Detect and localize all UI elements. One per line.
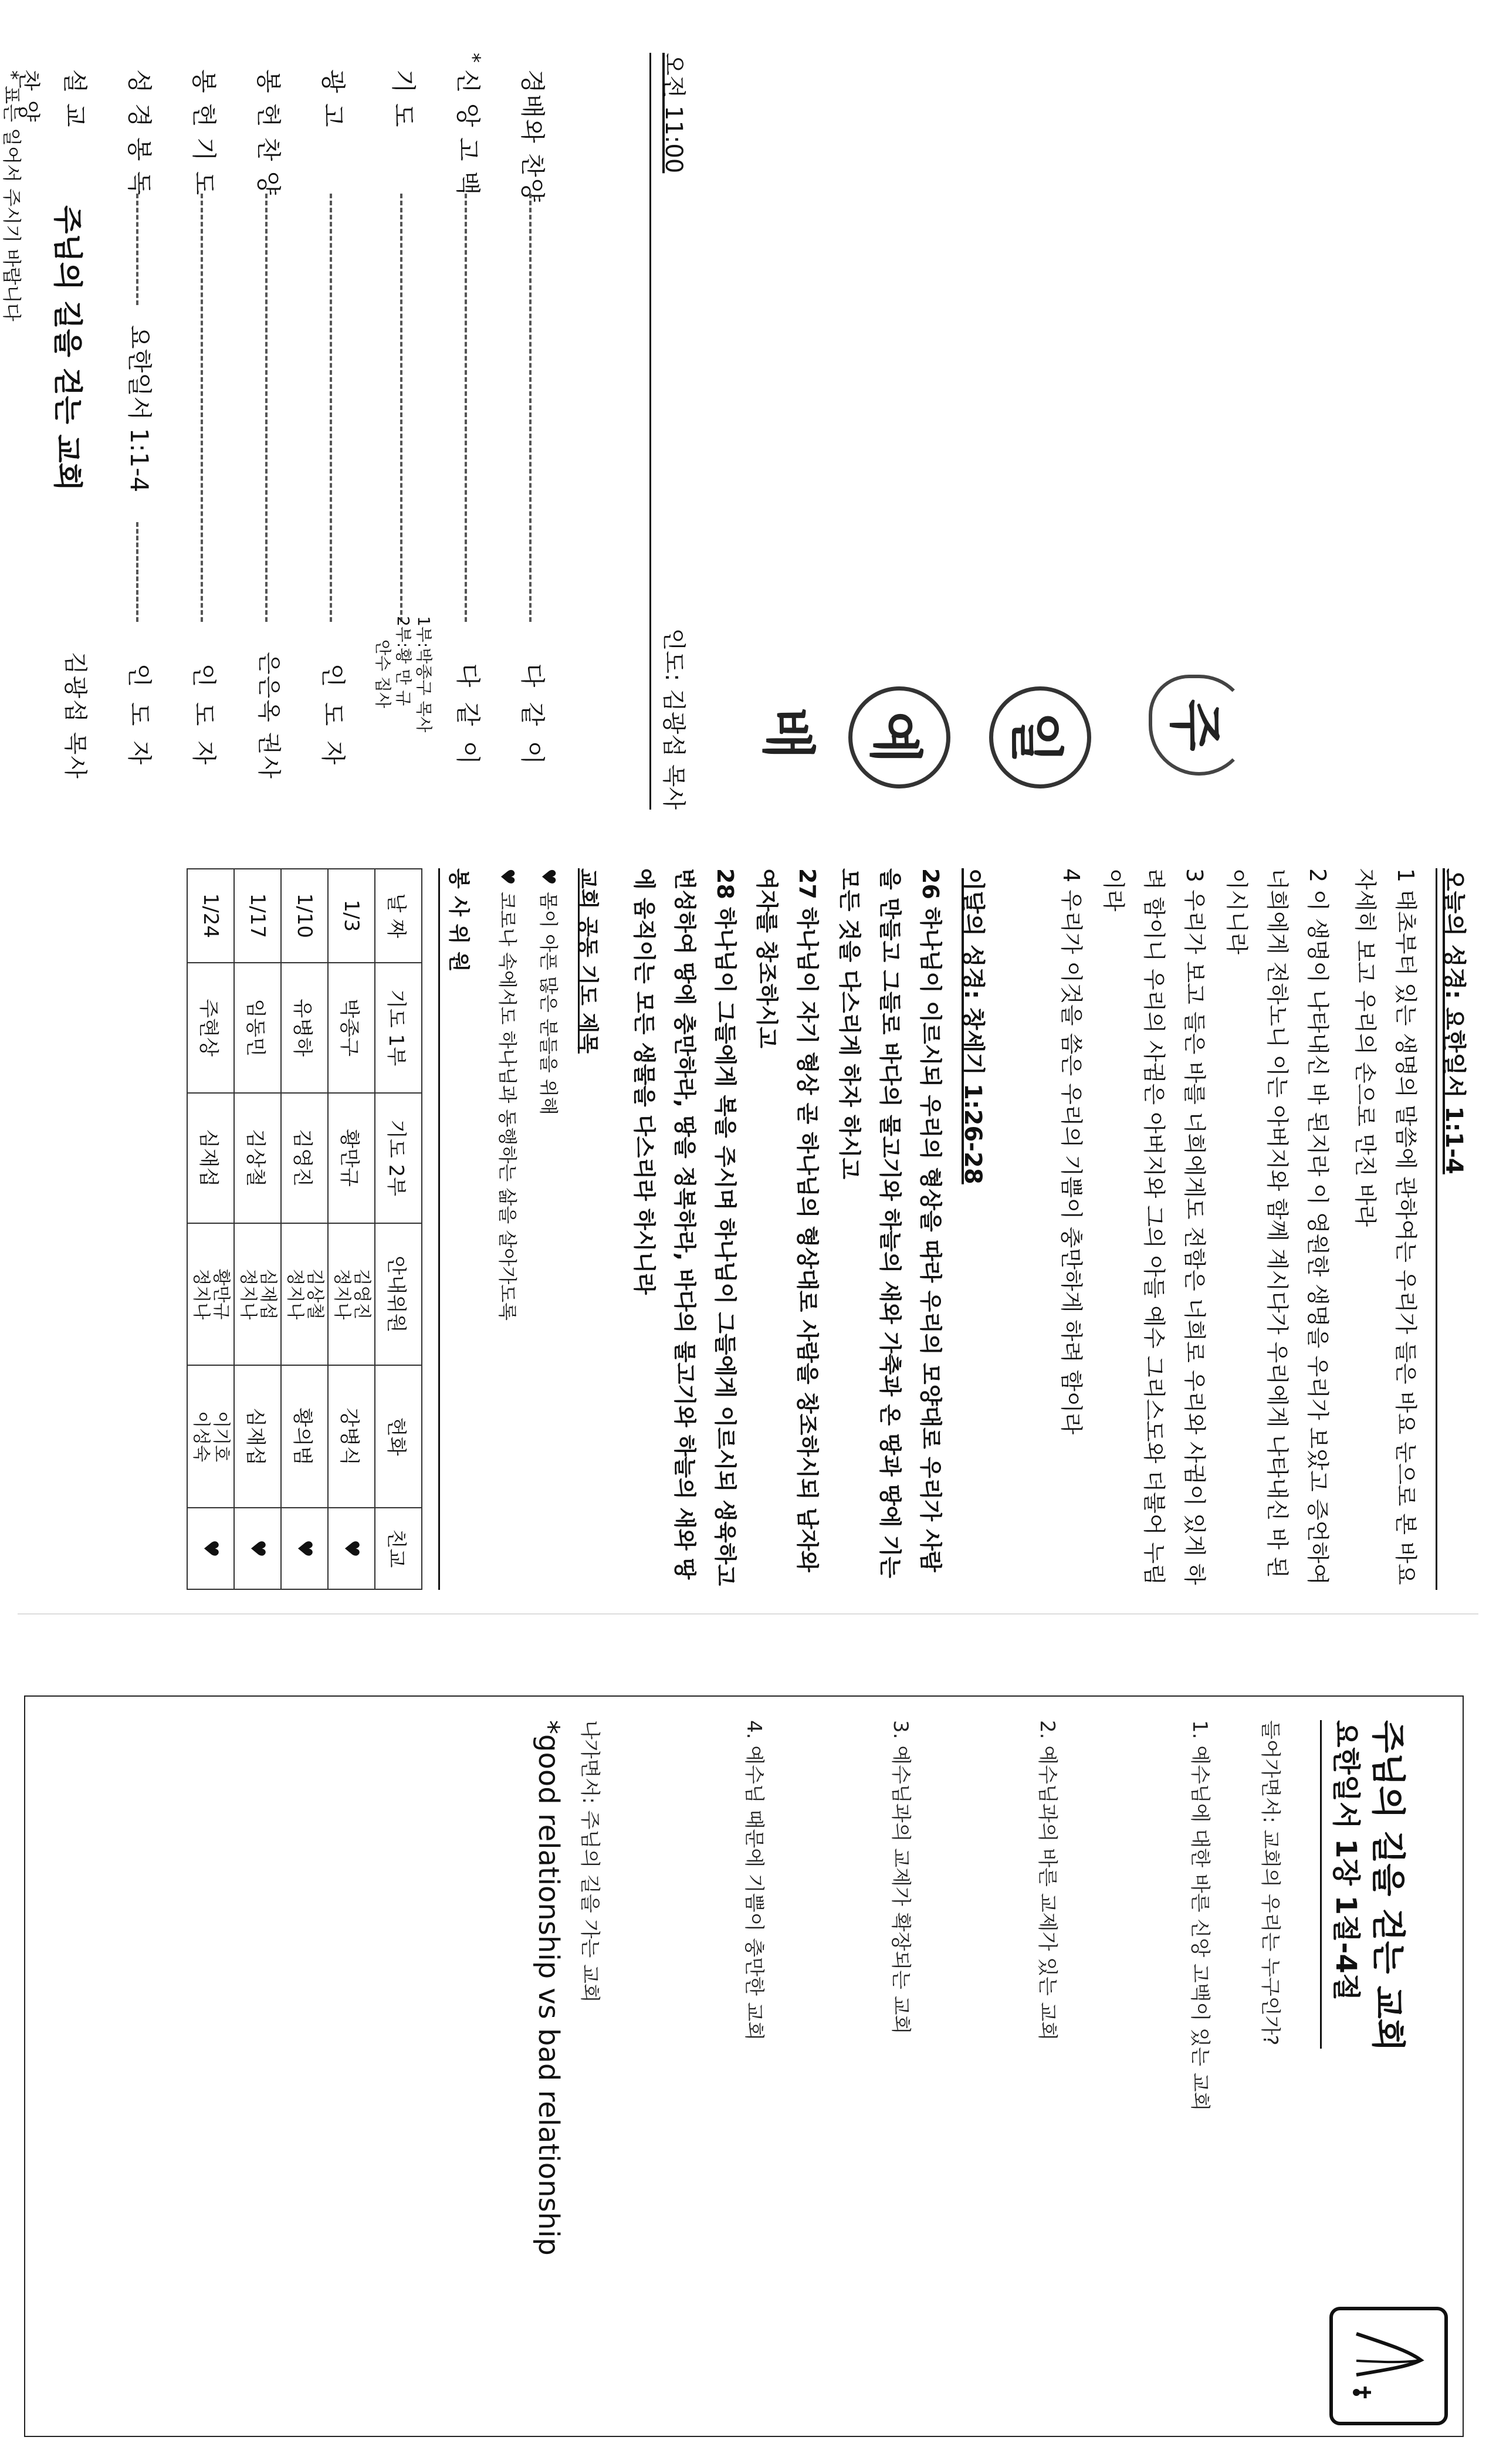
row-responsible: 다 같 이 <box>453 663 482 769</box>
column-header: 날 짜 <box>375 869 422 963</box>
prayer-topic <box>536 868 563 1115</box>
cell-prayer-1: 유병하 <box>281 963 328 1093</box>
cell-prayer-1: 박종구 <box>328 963 375 1093</box>
cell-date: 1/17 <box>234 869 281 963</box>
fold-line <box>18 1613 1478 1615</box>
column-header: 기도 2부 <box>375 1093 422 1223</box>
heart-icon: ♥ <box>234 1508 281 1589</box>
leader-dots <box>400 194 402 622</box>
notes-english-line: *good relationship vs bad relationship <box>532 1720 565 2256</box>
worship-row <box>241 53 287 810</box>
title-char: 예 <box>848 686 950 788</box>
service-leader: 인도: 김광섭 목사 <box>660 628 687 810</box>
title-char: 배 <box>756 707 819 760</box>
notes-point: 1. 예수님에 대한 바른 신앙 고백이 있는 교회 <box>1188 1720 1211 2111</box>
notes-point: 4. 예수님 때문에 기쁨이 충만한 교회 <box>742 1720 766 2041</box>
notes-point: 3. 예수님과의 교제가 확장되는 교회 <box>889 1720 912 2035</box>
row-label: 봉 헌 기 도 <box>189 69 218 197</box>
cell-prayer-1: 주현상 <box>187 963 234 1093</box>
column-header: 친교 <box>375 1508 422 1589</box>
stand-marker: * <box>461 53 485 63</box>
cell-flower: 심재섭 <box>234 1365 281 1508</box>
duty-roster-heading: 봉 사 위 원 <box>446 868 471 972</box>
guide-name: 김영진 <box>351 1268 373 1320</box>
guide-name: 정지나 <box>331 1268 352 1320</box>
worship-row <box>305 53 352 810</box>
leader-dots <box>529 194 532 622</box>
row-label: 경배와 찬양 <box>518 69 547 204</box>
divider <box>438 868 440 1590</box>
month-scripture-heading: 이달의 성경: 창세기 1:26-28 <box>959 868 986 1184</box>
cell-guide <box>328 1223 375 1366</box>
heart-icon: ♥ <box>328 1508 375 1589</box>
row-responsible: 인 도 자 <box>189 663 218 769</box>
leader-dots <box>265 194 268 622</box>
table-row <box>187 869 234 1589</box>
sermon-title: 주님의 길을 걷는 교회 <box>50 205 84 491</box>
row-label: 기 도 <box>389 69 418 128</box>
scripture-verse: 26 하나님이 이르시되 우리의 형상을 따라 우리의 모양대로 우리가 사람을 만들고 그들로 바다의 물고기와 하늘의 새와 가축과 온 땅과 땅에 기는 모든 것을 다스리게 하자 하시고 <box>837 868 943 1579</box>
row-responsible: 다 같 이 <box>518 663 547 769</box>
cell-guide <box>234 1223 281 1366</box>
cell-prayer-2: 김상철 <box>234 1093 281 1223</box>
row-responsible: 은은옥 권사 <box>255 652 282 780</box>
table-row <box>234 869 281 1589</box>
scripture-reference: 요한일서 1:1-4 <box>123 317 158 500</box>
table-row <box>328 869 375 1589</box>
prayer-topics-heading: 교회 공동 기도 제목 <box>576 868 600 1054</box>
guide-name: 심재섭 <box>258 1268 279 1320</box>
row-label: 성 경 봉 독 <box>125 69 154 197</box>
notes-point: 2. 예수님과의 바른 교제가 있는 교회 <box>1035 1720 1059 2041</box>
worship-row <box>373 53 434 810</box>
cell-prayer-1: 임동민 <box>234 963 281 1093</box>
notes-outro: 나가면서: 주님의 길을 가는 교회 <box>578 1720 601 2003</box>
stand-notice: * 표는 일어서 주시기 바랍니다 <box>1 70 23 321</box>
cell-flower: 강병식 <box>328 1365 375 1508</box>
sermon-notes-box <box>24 1695 1464 2437</box>
row-label: 봉 헌 찬 양 <box>254 69 283 197</box>
guide-name: 정지나 <box>191 1268 211 1320</box>
row-responsible: 인 도 자 <box>319 663 347 769</box>
cell-date: 1/10 <box>281 869 328 963</box>
column-header: 기도 1부 <box>375 963 422 1093</box>
title-char: 주 <box>1149 675 1250 776</box>
cell-flower <box>187 1365 234 1508</box>
cell-date: 1/3 <box>328 869 375 963</box>
heart-icon: ♥ <box>537 868 560 885</box>
guide-name: 정지나 <box>285 1268 305 1320</box>
worship-row <box>176 53 223 810</box>
leader-dots <box>201 194 203 622</box>
scripture-verse: 27 하나님이 자기 형상 곧 하나님의 형상대로 사람을 창조하시되 남자와 여자를 창조하시고 <box>754 868 820 1572</box>
cell-guide <box>281 1223 328 1366</box>
leader-dots <box>465 194 467 622</box>
scripture-verse: 4 우리가 이것을 씀은 우리의 기쁨이 충만하게 하려 함이라 <box>1058 868 1084 1435</box>
notes-subtitle: 요한일서 1장 1절-4절 <box>1329 1720 1362 2001</box>
heart-icon: ♥ <box>496 868 519 885</box>
cell-flower: 황의범 <box>281 1365 328 1508</box>
scripture-verse: 28 하나님이 그들에게 복을 주시며 하나님이 그들에게 이르시되 생육하고 번성하여 땅에 충만하라, 땅을 정복하라, 바다의 물고기와 하늘의 새와 땅에 움직이는 모든 생물을 다스리라 하시니라 <box>631 868 738 1586</box>
worship-row <box>111 53 158 810</box>
cell-guide <box>187 1223 234 1366</box>
row-label: 찬 양 <box>16 69 42 123</box>
guide-name: 황만규 <box>211 1268 232 1320</box>
heart-icon: ♥ <box>187 1508 234 1589</box>
prayer-leaders <box>373 616 434 810</box>
row-label: 신 앙 고 백 <box>453 69 482 197</box>
scripture-verse: 1 태초부터 있는 생명의 말씀에 관하여는 우리가 들은 바요 눈으로 본 바요 자세히 보고 우리의 손으로 만진 바라 <box>1352 868 1419 1585</box>
praying-hands-icon <box>1329 2307 1448 2425</box>
worship-row <box>505 53 551 810</box>
row-responsible: 김광섭 목사 <box>62 652 89 780</box>
cell-prayer-2: 심재섭 <box>187 1093 234 1223</box>
duty-roster-table <box>187 868 422 1590</box>
column-header: 안내위원 <box>375 1223 422 1366</box>
worship-order-panel <box>0 53 1496 810</box>
prayer-leader-line: 2부:황 만 규 <box>394 616 413 706</box>
readings-panel <box>6 868 1473 1590</box>
cell-date: 1/24 <box>187 869 234 963</box>
row-label: 설 교 <box>60 69 89 128</box>
flower-name: 이기호 <box>211 1411 232 1463</box>
cell-prayer-2: 김영진 <box>281 1093 328 1223</box>
notes-intro: 들어가면서: 교회의 우리는 누구인가? <box>1258 1720 1282 2046</box>
divider <box>1436 868 1437 1590</box>
heart-icon: ♥ <box>281 1508 328 1589</box>
flower-name: 이성숙 <box>191 1411 211 1463</box>
prayer-topic <box>495 868 522 1321</box>
row-label: 광 고 <box>319 69 347 128</box>
prayer-topic-text: 몸이 아픈 많은 분들을 위해 <box>537 892 560 1115</box>
service-time: 오전 11:00 <box>660 53 687 174</box>
table-row <box>281 869 328 1589</box>
guide-name: 김상철 <box>304 1268 326 1320</box>
prayer-topic-text: 코로나 속에서도 하나님과 동행하는 삶을 살아가도록 <box>496 892 519 1321</box>
notes-title: 주님의 길을 걷는 교회 <box>1368 1720 1408 2052</box>
scripture-verse: 3 우리가 보고 들은 바를 너희에게도 전함은 너희로 우리와 사귐이 있게 하려 함이니 우리의 사귐은 아버지와 그의 아들 예수 그리스도와 더불어 누림이라 <box>1101 868 1207 1586</box>
worship-row <box>440 53 487 810</box>
row-responsible: 인 도 자 <box>125 663 154 769</box>
scripture-verse: 2 이 생명이 나타내신 바 된지라 이 영원한 생명을 우리가 보았고 증언하여 너희에게 전하노니 이는 아버지와 함께 계시다가 우리에게 나타내신 바 된 이시니라 <box>1224 868 1331 1585</box>
prayer-leader-line: 안수 집사 <box>373 639 392 709</box>
leader-dots <box>136 522 138 622</box>
leader-dots <box>330 194 332 622</box>
table-header-row <box>375 869 422 1589</box>
guide-name: 정지나 <box>238 1268 258 1320</box>
today-scripture-heading: 오늘의 성경: 요한일서 1:1-4 <box>1440 868 1467 1175</box>
title-char: 일 <box>989 686 1091 788</box>
column-header: 헌화 <box>375 1365 422 1508</box>
divider <box>1320 1720 1322 2049</box>
cell-prayer-2: 황만규 <box>328 1093 375 1223</box>
prayer-leader-line: 1부:박종구 목사 <box>414 616 434 733</box>
leader-dots <box>136 194 138 305</box>
divider <box>649 53 651 810</box>
